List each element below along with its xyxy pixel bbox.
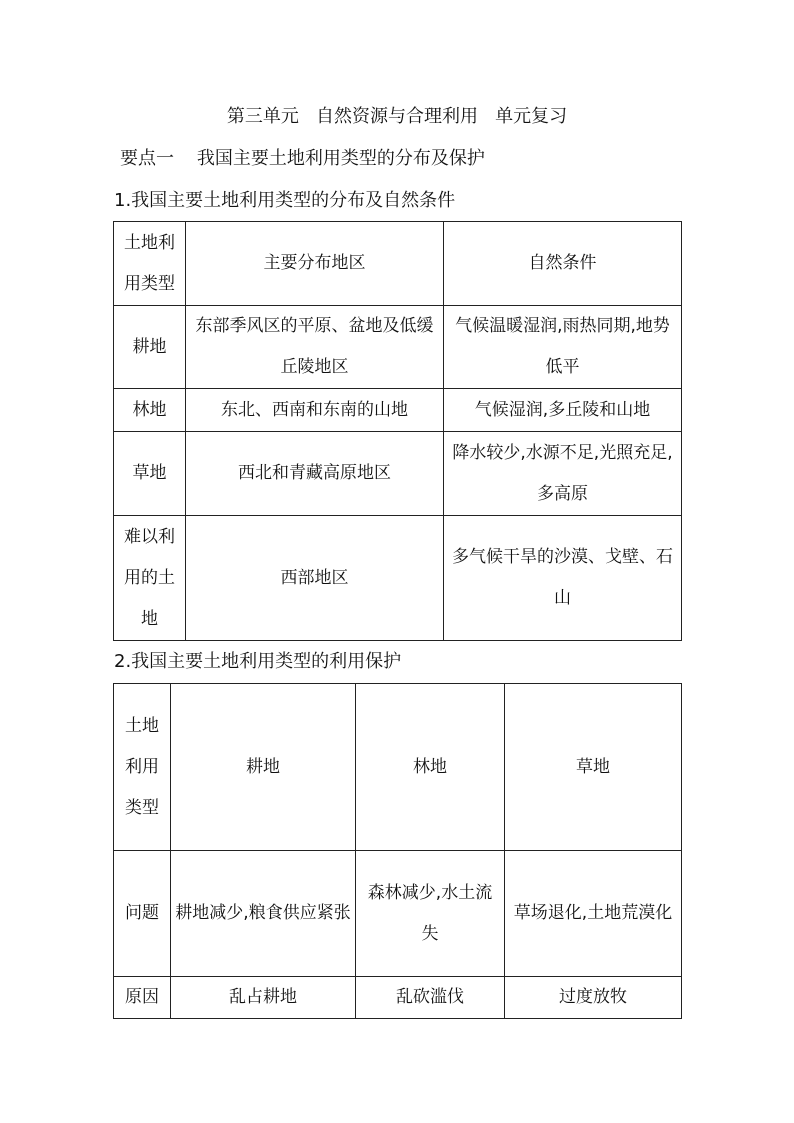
header-grassland: 草地	[505, 684, 682, 851]
table-header-row	[114, 684, 682, 851]
row-conditions: 气候湿润,多丘陵和山地	[444, 389, 682, 432]
problem-cropland: 耕地减少,粮食供应紧张	[171, 851, 356, 977]
land-protection-table	[113, 683, 682, 1019]
row-land-type: 耕地	[114, 306, 186, 389]
table-row	[114, 516, 682, 641]
table-row	[114, 389, 682, 432]
problem-grassland: 草场退化,土地荒漠化	[505, 851, 682, 977]
row-label-cause: 原因	[114, 977, 171, 1019]
table-row	[114, 851, 682, 977]
row-conditions: 多气候干旱的沙漠、戈壁、石山	[444, 516, 682, 641]
row-region: 东部季风区的平原、盆地及低缓丘陵地区	[186, 306, 444, 389]
row-label-problem: 问题	[114, 851, 171, 977]
header-conditions: 自然条件	[444, 222, 682, 306]
header-cropland: 耕地	[171, 684, 356, 851]
row-region: 西北和青藏高原地区	[186, 432, 444, 516]
row-land-type: 草地	[114, 432, 186, 516]
table-header-row	[114, 222, 682, 306]
row-region: 西部地区	[186, 516, 444, 641]
cause-forest: 乱砍滥伐	[356, 977, 505, 1019]
table-row	[114, 432, 682, 516]
problem-forest: 森林减少,水土流失	[356, 851, 505, 977]
header-region: 主要分布地区	[186, 222, 444, 306]
table-row	[114, 977, 682, 1019]
table1-heading: 1.我国主要土地利用类型的分布及自然条件	[114, 190, 456, 211]
header-land-type: 土地利用类型	[114, 222, 186, 306]
cause-grassland: 过度放牧	[505, 977, 682, 1019]
row-land-type: 林地	[114, 389, 186, 432]
land-distribution-table	[113, 221, 682, 641]
header-land-type: 土地利用类型	[114, 684, 171, 851]
row-conditions: 降水较少,水源不足,光照充足,多高原	[444, 432, 682, 516]
section-heading: 要点一 我国主要土地利用类型的分布及保护	[120, 148, 485, 169]
row-land-type: 难以利用的土地	[114, 516, 186, 641]
table-row	[114, 306, 682, 389]
table2-heading: 2.我国主要土地利用类型的利用保护	[114, 651, 402, 672]
header-forest: 林地	[356, 684, 505, 851]
row-region: 东北、西南和东南的山地	[186, 389, 444, 432]
page-title: 第三单元 自然资源与合理利用 单元复习	[226, 106, 568, 127]
row-conditions: 气候温暖湿润,雨热同期,地势低平	[444, 306, 682, 389]
cause-cropland: 乱占耕地	[171, 977, 356, 1019]
